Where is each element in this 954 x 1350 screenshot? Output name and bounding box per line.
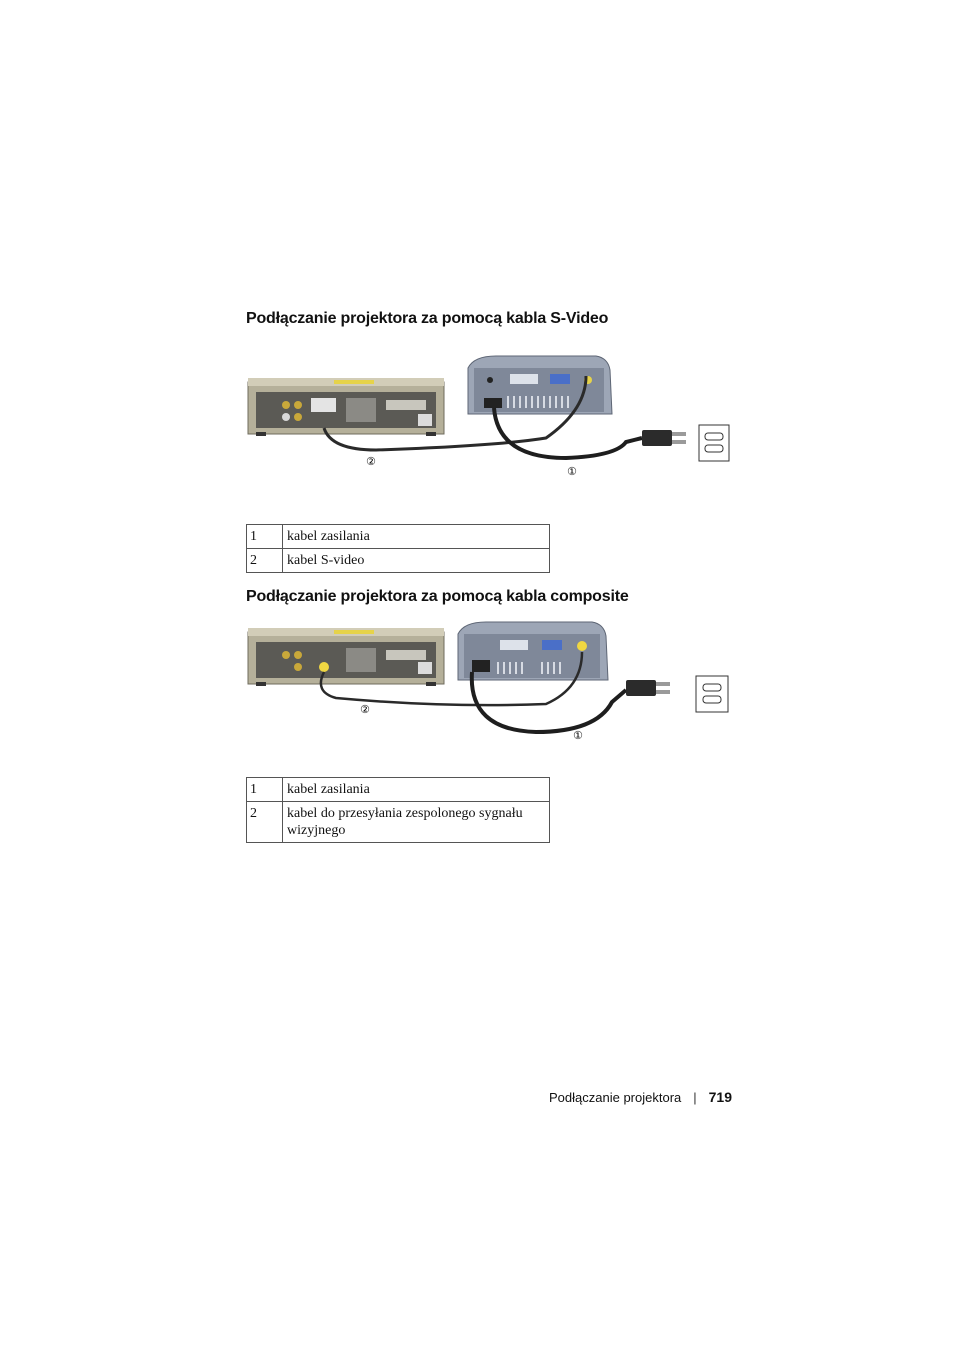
dvd-player-image bbox=[248, 628, 444, 686]
legend-text: kabel zasilania bbox=[283, 525, 550, 549]
legend-number: 1 bbox=[247, 525, 283, 549]
legend-number: 2 bbox=[247, 549, 283, 573]
power-cable bbox=[494, 408, 642, 458]
callout-1: ① bbox=[567, 465, 577, 478]
table-row bbox=[247, 549, 550, 573]
legend-number: 1 bbox=[247, 778, 283, 802]
footer-section-title: Podłączanie projektora bbox=[549, 1090, 682, 1105]
wall-outlet-icon bbox=[699, 425, 729, 461]
composite-connection-illustration bbox=[246, 618, 736, 748]
legend-table-svideo bbox=[246, 524, 550, 573]
power-plug-image bbox=[626, 680, 670, 696]
legend-number: 2 bbox=[247, 802, 283, 843]
footer-separator: | bbox=[693, 1090, 697, 1105]
callout-2: ② bbox=[366, 455, 376, 468]
table-row bbox=[247, 778, 550, 802]
legend-text: kabel zasilania bbox=[283, 778, 550, 802]
legend-text: kabel S-video bbox=[283, 549, 550, 573]
wall-outlet-icon bbox=[696, 676, 728, 712]
section-heading-composite: Podłączanie projektora za pomocą kabla composite bbox=[246, 588, 629, 605]
section-heading-svideo: Podłączanie projektora za pomocą kabla S-Video bbox=[246, 310, 609, 327]
page-number: 719 bbox=[708, 1089, 732, 1105]
dvd-player-image bbox=[248, 378, 444, 436]
projector-image bbox=[458, 622, 608, 680]
table-row bbox=[247, 802, 550, 843]
svideo-connection-illustration bbox=[246, 350, 736, 480]
table-row bbox=[247, 525, 550, 549]
callout-2: ② bbox=[360, 703, 370, 716]
page-footer bbox=[549, 1089, 732, 1105]
legend-text: kabel do przesyłania zespolonego sygnału wizyjnego bbox=[283, 802, 550, 843]
callout-1: ① bbox=[573, 729, 583, 742]
projector-image bbox=[468, 356, 612, 414]
legend-table-composite bbox=[246, 777, 550, 843]
power-plug-image bbox=[642, 430, 686, 446]
